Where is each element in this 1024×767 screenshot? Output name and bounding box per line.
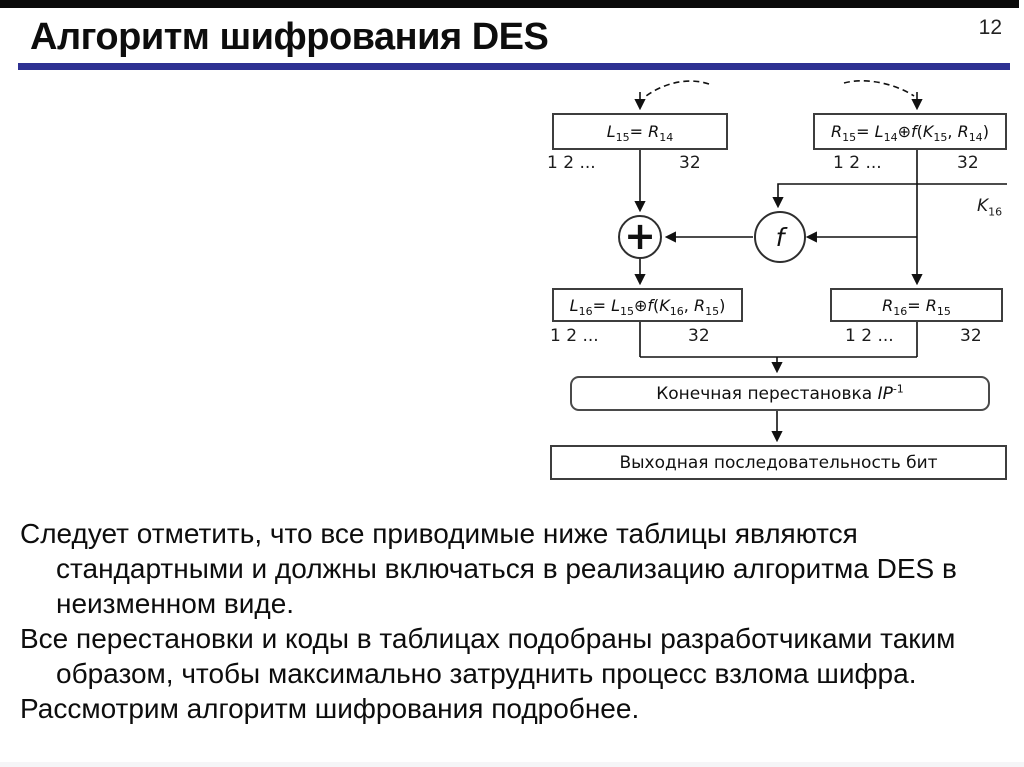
- body-text: [20, 516, 1015, 726]
- body-line: неизменном виде.: [56, 588, 295, 619]
- bit-range-start-label: 1 2 ...: [833, 153, 882, 173]
- r16-label: $R_{16}= R_{15}$: [882, 295, 951, 318]
- k16-key-label: $K_{16}$: [977, 196, 1003, 219]
- bit-range-end-label: 32: [679, 153, 701, 173]
- xor-plus-icon: +: [624, 213, 656, 258]
- body-line: Следует отметить, что все приводимые ниже таблицы являются: [20, 518, 858, 549]
- prev-round-dashed-left: [646, 81, 709, 96]
- body-line: образом, чтобы максимально затруднить процесс взлома шифра.: [56, 658, 917, 689]
- body-line: Все перестановки и коды в таблицах подобраны разработчиками таким: [20, 623, 956, 654]
- bit-range-start-label: 1 2 ...: [550, 326, 599, 346]
- final-permutation-box: [570, 376, 990, 411]
- bit-range-end-label: 32: [960, 326, 982, 346]
- arrow-k16-to-f: [778, 184, 1007, 206]
- body-line: стандартными и должны включаться в реализацию алгоритма DES в: [56, 553, 957, 584]
- l16-label: $L_{16}=$ $L_{15}\oplus f(K_{16}$, $R_{15}$): [569, 295, 726, 318]
- xor-node: [618, 215, 662, 259]
- r16-box: [830, 288, 1003, 322]
- prev-round-dashed-right: [844, 81, 914, 96]
- l15-label: $L_{15}= R_{14}$: [606, 122, 674, 145]
- bit-range-start-label: 1 2 ...: [547, 153, 596, 173]
- f-function-node: [754, 211, 806, 263]
- l15-box: [552, 113, 728, 150]
- final-permutation-label: Конечная перестановка $IP^{-1}$: [656, 381, 904, 404]
- page-title: Алгоритм шифрования DES: [30, 16, 549, 58]
- bit-range-end-label: 32: [688, 326, 710, 346]
- body-line: Рассмотрим алгоритм шифрования подробнее.: [20, 693, 640, 724]
- output-sequence-box: [550, 445, 1007, 480]
- r15-box: [813, 113, 1007, 150]
- r15-label: $R_{15}=$ $L_{14}\oplus f(K_{15}$, $R_{14}$): [831, 122, 989, 145]
- page-number: 12: [978, 16, 1002, 39]
- output-sequence-label: Выходная последовательность бит: [619, 452, 938, 473]
- bit-range-end-label: 32: [957, 153, 979, 173]
- f-function-label: f: [775, 222, 785, 252]
- l16-box: [552, 288, 743, 322]
- bit-range-start-label: 1 2 ...: [845, 326, 894, 346]
- bottom-edge-strip: [0, 762, 1024, 767]
